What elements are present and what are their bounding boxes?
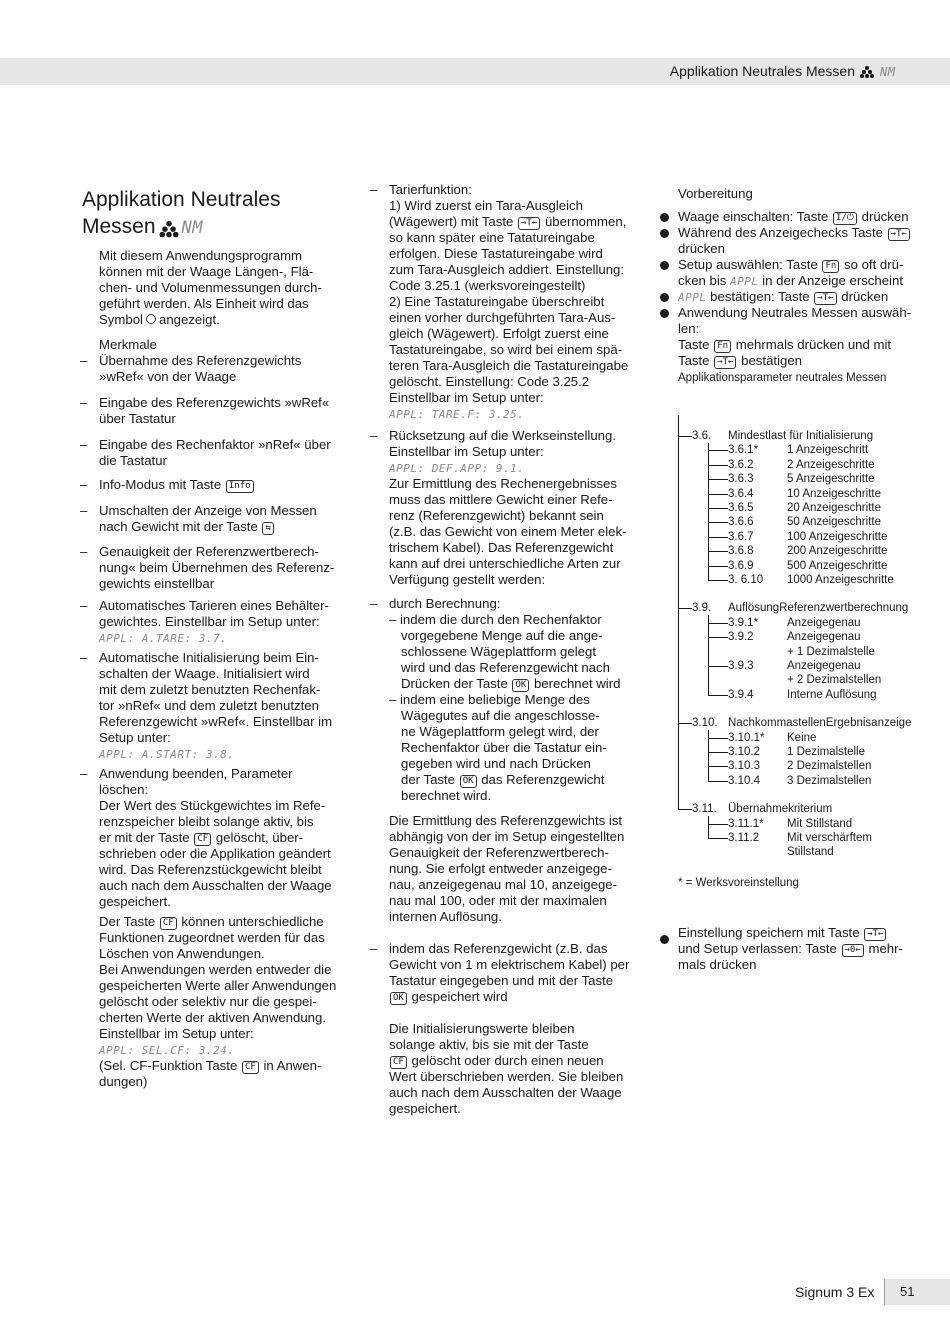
tree-connector [708, 580, 728, 581]
feature-item: mit dem zuletzt benutzten Rechenfak- [99, 682, 321, 697]
feature-item: tor »nRef« und dem zuletzt benutzten [99, 698, 319, 713]
text: Während des Anzeigechecks Taste [678, 225, 884, 240]
tree-item-code: 3.9.4 [728, 688, 754, 701]
accuracy-line: abhängig von der im Setup eingestellten [389, 829, 625, 844]
tree-item-label: 3 Dezimalstellen [787, 774, 872, 787]
tare-line [389, 214, 626, 230]
tree-item-label: 1000 Anzeigeschritte [787, 574, 894, 586]
zero-key-icon: →0← [842, 944, 864, 957]
cf-key-icon: CF [194, 833, 211, 846]
tare-key-icon: →T← [814, 292, 836, 305]
calc-line: vorgegebene Menge auf die ange- [401, 628, 603, 643]
params-heading: Applikationsparameter neutrales Messen [678, 372, 887, 384]
power-key-icon: I/⏻ [833, 212, 857, 225]
tree-connector [708, 537, 728, 538]
list-dash: – [80, 353, 88, 368]
feature-item: über Tastatur [99, 411, 176, 426]
accuracy-line: nau, anzeigegenau mal 10, anzeigege- [389, 877, 618, 892]
lcd-text: APPL: SEL.CF: 3.24. [99, 1044, 235, 1057]
tree-connector [708, 465, 728, 466]
tree-connector [708, 566, 728, 567]
step-line [678, 225, 911, 241]
input-line: indem das Referenzgewicht (z.B. das [389, 941, 608, 956]
nm-dots-icon [860, 66, 874, 77]
tare-line: zum Tara-Ausgleich addiert. Einstellung: [389, 262, 625, 277]
default-note: * = Werksvoreinstellung [678, 877, 799, 889]
list-dash: – [80, 766, 88, 781]
calc-line: – indem die durch den Rechenfaktor [389, 612, 602, 627]
tree-connector [708, 824, 728, 825]
bullet-icon [660, 935, 669, 944]
feature-item: auch nach dem Ausschalten der Waage [99, 878, 332, 893]
ok-key-icon: OK [512, 679, 529, 692]
feature-item: dungen) [99, 1074, 148, 1089]
bullet-icon [660, 213, 669, 222]
calc-line: ne Wägeplattform gelegt wird, der [401, 724, 599, 739]
tree-item-code: 3.10.4 [728, 774, 760, 787]
header-lcd: NM [880, 65, 896, 79]
tree-connector [708, 494, 728, 495]
title-line1: Applikation Neutrales [82, 188, 281, 211]
feature-item [99, 477, 255, 493]
tree-group-code: 3.6. [692, 430, 712, 442]
tare-line: gleich (Wägewert). Erfolgt zuerst eine [389, 326, 609, 341]
calc-line: schlossene Wägeplattform gelegt [401, 644, 596, 659]
text: Drücken der Taste [401, 676, 508, 691]
feature-item: schrieben oder die Applikation geändert [99, 846, 331, 861]
accuracy-line: nung. Sie erfolgt entweder anzeigege- [389, 861, 612, 876]
init-line: Wert überschrieben werden. Sie bleiben [389, 1069, 624, 1084]
init-line [389, 1053, 604, 1069]
title-line2: Messen [82, 215, 156, 238]
header-title: Applikation Neutrales Messen [669, 63, 855, 79]
tare-key-icon: →T← [888, 228, 910, 241]
tree-item-label: 5 Anzeigeschritte [787, 473, 875, 486]
tree-connector [708, 738, 728, 739]
calc-line: wird und das Referenzgewicht nach [401, 660, 610, 675]
tree-connector [708, 816, 709, 838]
section-heading: Vorbereitung [678, 186, 753, 201]
gear-icon [146, 314, 156, 324]
tree-item-code: 3.6.1* [728, 444, 759, 457]
tree-connector [708, 730, 709, 781]
toggle-key-icon: ⇆ [262, 522, 273, 535]
bullet-icon [660, 293, 669, 302]
tree-item-label: 500 Anzeigeschritte [787, 559, 888, 572]
text: Einstellung speichern mit Taste [678, 925, 860, 940]
input-line [389, 989, 508, 1005]
step-line [678, 925, 887, 941]
list-dash: – [370, 428, 378, 443]
tare-line: 2) Eine Tastatureingabe überschreibt [389, 294, 605, 309]
text: Taste [678, 337, 710, 352]
tree-connector [678, 809, 692, 810]
text: können unterschiedliche [181, 914, 324, 929]
step-line [678, 273, 903, 290]
text: Taste [678, 353, 710, 368]
tree-connector [678, 723, 692, 724]
calc-line [401, 676, 620, 692]
cf-key-icon: CF [390, 1056, 407, 1069]
tree-group-code: 3.11. [692, 803, 717, 816]
tree-group-code: 3.9. [692, 602, 712, 615]
tree-item-label: 200 Anzeigeschritte [787, 545, 888, 558]
text: das Referenzgewicht [481, 772, 605, 787]
tree-item-code: 3.6.7 [728, 530, 754, 543]
text: mehrmals drücken und mit [735, 337, 892, 352]
tree-connector [678, 608, 692, 609]
feature-item: löschen: [99, 782, 149, 797]
tree-connector [708, 522, 728, 523]
feature-item: »wRef« von der Waage [99, 369, 237, 384]
feature-item: Funktionen zugeordnet werden für das [99, 930, 325, 945]
feature-item [99, 1058, 321, 1074]
text: gelöscht oder durch einen neuen [411, 1053, 604, 1068]
tree-group-label: Übernahmekriterium [728, 803, 833, 816]
calc-line: – indem eine beliebige Menge des [389, 692, 590, 707]
feature-item [99, 830, 303, 846]
tree-item-label: 100 Anzeigeschritte [787, 530, 888, 543]
tree-connector [708, 450, 728, 451]
text: gespeichert wird [411, 989, 508, 1004]
feature-item [99, 914, 324, 930]
bullet-icon [660, 229, 669, 238]
tree-item-code: 3.10.3 [728, 760, 760, 773]
calc-line: gegeben wird und nach Drücken [401, 756, 591, 771]
text: Symbol [99, 312, 143, 327]
calc-line [401, 772, 604, 788]
text: der Taste [401, 772, 456, 787]
tree-item-label: Anzeigegenau [787, 660, 861, 672]
tare-line: teren Tara-Ausgleich die Tastatureingabe [389, 358, 629, 373]
tree-item-code: 3.6.6 [728, 516, 754, 529]
footer-separator [884, 1279, 885, 1305]
reset-line: renz (Referenzgewicht) bekannt sein [389, 508, 604, 523]
text: mehr- [868, 941, 903, 956]
list-dash: – [370, 596, 378, 611]
tree-connector [678, 415, 679, 810]
feature-item: Löschen von Anwendungen. [99, 946, 265, 961]
text: in Anwen- [263, 1058, 322, 1073]
feature-item: Anwendung beenden, Parameter [99, 766, 293, 781]
feature-item: die Tastatur [99, 453, 167, 468]
fn-key-icon: Fn [822, 260, 839, 273]
tree-group-label: AuflösungReferenzwertberechnung [728, 602, 909, 615]
footer-page-bar [884, 1279, 950, 1305]
feature-item: Der Wert des Stückgewichtes im Refe- [99, 798, 326, 813]
step-line [678, 289, 888, 306]
feature-item: cherten Werte der aktiven Anwendung. [99, 1010, 327, 1025]
text: und Setup verlassen: Taste [678, 941, 837, 956]
tree-connector [708, 443, 709, 580]
tree-item-label: Mit Stillstand [787, 817, 853, 830]
step-line [678, 337, 891, 353]
tree-item-label: 50 Anzeigeschritte [787, 516, 881, 529]
lcd-text: APPL: TARE.F: 3.25. [389, 408, 525, 421]
reset-line: (z.B. das Gewicht von einem Meter elek- [389, 524, 627, 539]
tree-connector [708, 615, 709, 694]
list-dash: – [80, 598, 88, 613]
tree-item-code: 3.9.1* [728, 616, 759, 629]
lcd-text: APPL: A.TARE: 3.7. [99, 632, 228, 645]
text: Info-Modus mit Taste [99, 477, 222, 492]
text: Waage einschalten: Taste [678, 209, 829, 224]
feature-item: gespeichert. [99, 894, 171, 909]
feature-item: gespeicherten Werte aller Anwendungen [99, 978, 337, 993]
tree-item-code: 3.6.9 [728, 559, 754, 572]
text: so oft drü- [843, 257, 904, 272]
text: gelöscht, über- [215, 830, 304, 845]
step-line [678, 209, 909, 225]
calc-line: berechnet wird. [401, 788, 492, 803]
tree-item-label: 1 Dezimalstelle [787, 746, 865, 758]
feature-item: Übernahme des Referenzgewichts [99, 353, 302, 368]
cf-key-icon: CF [242, 1061, 259, 1074]
init-line: gespeichert. [389, 1101, 461, 1116]
info-key-icon: Info [226, 480, 254, 493]
text: bestätigen [741, 353, 802, 368]
feature-item: schalten der Waage. Initialisiert wird [99, 666, 310, 681]
tree-connector [708, 695, 728, 696]
page-number: 51 [900, 1284, 915, 1299]
feature-item [99, 519, 275, 535]
feature-item: gelöscht oder selektiv nur die gespei- [99, 994, 317, 1009]
feature-item: Eingabe des Referenzgewichts »wRef« [99, 395, 330, 410]
tare-line: Code 3.25.1 (werksvoreingestellt) [389, 278, 586, 293]
tree-item-label: 20 Anzeigeschritte [787, 502, 881, 514]
ok-key-icon: OK [390, 992, 407, 1005]
tree-connector [708, 766, 728, 767]
tare-line: 1) Wird zuerst ein Tara-Ausgleich [389, 198, 583, 213]
footer-product: Signum 3 Ex [795, 1284, 875, 1300]
feature-item: renzspeicher bleibt solange aktiv, bis [99, 814, 314, 829]
text: drücken [861, 209, 909, 224]
setup-path [389, 460, 524, 477]
input-line: Tastatur eingegeben und mit der Taste [389, 973, 614, 988]
tree-item-label: Mit verschärftem [787, 832, 872, 844]
lcd-text: APPL [730, 275, 759, 288]
tree-item-label: 1 Anzeigeschritt [787, 444, 869, 457]
tree-item-label: Keine [787, 731, 817, 744]
tare-key-icon: →T← [518, 217, 540, 230]
reset-line: muss das mittlere Gewicht einer Refe- [389, 492, 613, 507]
feature-item: Automatisches Tarieren eines Behälter- [99, 598, 329, 613]
bullet-icon [660, 261, 669, 270]
list-dash: – [80, 544, 88, 559]
bullet-icon [660, 309, 669, 318]
tree-item-label: 2 Anzeigeschritte [787, 458, 875, 471]
step-line: drücken [678, 241, 725, 256]
tree-item-code: 3.9.2 [728, 631, 754, 644]
tare-line: Einstellbar im Setup unter: [389, 390, 544, 405]
tree-group-label: Mindestlast für Initialisierung [728, 430, 874, 442]
lcd-text: APPL: A.START: 3.8. [99, 748, 235, 761]
lcd-text: APPL [678, 291, 707, 304]
feature-item: gewichts einstellbar [99, 576, 215, 591]
tree-item-code: 3.11.2 [728, 832, 760, 844]
step-line [678, 257, 903, 273]
tree-item-code: 3.6.8 [728, 545, 754, 558]
tree-item-label: Anzeigegenau [787, 631, 861, 644]
tree-connector [708, 666, 728, 667]
reset-line: Rücksetzung auf die Werkseinstellung. [389, 428, 616, 443]
tree-group-label: NachkommastellenErgebnisanzeige [728, 717, 912, 730]
init-line: solange aktiv, bis sie mit der Taste [389, 1037, 589, 1052]
ok-key-icon: OK [460, 775, 477, 788]
feature-item: Einstellbar im Setup unter: [99, 1026, 254, 1041]
tree-item-code: 3.10.1* [728, 731, 765, 744]
tree-item-code: 3.9.3 [728, 660, 754, 672]
tare-line: erfolgen. Diese Tastatureingabe wird [389, 246, 603, 261]
intro-line: können mit der Waage Längen-, Flä- [99, 264, 314, 279]
tree-item-label: Anzeigegenau [787, 616, 861, 629]
feature-item: nung« beim Übernehmen des Referenz- [99, 560, 335, 575]
section-heading: Merkmale [99, 337, 157, 352]
tree-item-code: 3.6.2 [728, 458, 754, 471]
init-line: Die Initialisierungswerte bleiben [389, 1021, 575, 1036]
feature-item: wird. Das Referenzstückgewicht bleibt [99, 862, 322, 877]
tree-item-label: 2 Dezimalstellen [787, 760, 872, 773]
text: in der Anzeige erscheint [762, 273, 903, 288]
list-dash: – [80, 503, 88, 518]
title-lcd: NM [181, 218, 204, 238]
page-title [82, 186, 342, 242]
tree-item-extra: Stillstand [787, 846, 834, 859]
list-dash: – [80, 437, 88, 452]
feature-item: Genauigkeit der Referenzwertberech- [99, 544, 319, 559]
tree-connector [708, 838, 728, 839]
accuracy-line: Genauigkeit der Referenzwertberech- [389, 845, 609, 860]
list-dash: – [80, 477, 88, 492]
list-dash: – [370, 941, 378, 956]
list-dash: – [370, 182, 378, 197]
intro-line: Mit diesem Anwendungsprogramm [99, 248, 303, 263]
reset-line: kann auf drei unterschiedliche Arten zur [389, 556, 621, 571]
text: Setup auswählen: Taste [678, 257, 818, 272]
tree-item-code: 3.6.3 [728, 473, 754, 486]
feature-item: Setup unter: [99, 730, 171, 745]
tree-connector [708, 508, 728, 509]
feature-item: Bei Anwendungen werden entweder die [99, 962, 332, 977]
intro-line: chen- und Volumenmessungen durch- [99, 280, 322, 295]
text: Der Taste [99, 914, 156, 929]
tree-group-code: 3.10. [692, 717, 718, 730]
tree-connector [708, 623, 728, 624]
tree-connector [708, 551, 728, 552]
tree-item-label: Interne Auflösung [787, 688, 877, 701]
tree-item-code: 3.11.1* [728, 817, 764, 830]
feature-item: Eingabe des Rechenfaktor »nRef« über [99, 437, 331, 452]
tree-item-code: 3.6.4 [728, 487, 754, 500]
tree-connector [678, 436, 692, 437]
setup-path [99, 630, 227, 647]
intro-line: geführt werden. Als Einheit wird das [99, 296, 309, 311]
step-line: len: [678, 321, 700, 336]
reset-line: Einstellbar im Setup unter: [389, 444, 544, 459]
fn-key-icon: Fn [714, 340, 731, 353]
init-line: auch nach dem Ausschalten der Waage [389, 1085, 622, 1100]
tare-line: gelöscht. Einstellung: Code 3.25.2 [389, 374, 590, 389]
feature-item: Automatische Initialisierung beim Ein- [99, 650, 319, 665]
calc-line: durch Berechnung: [389, 596, 501, 611]
setup-path [99, 746, 234, 763]
text: drücken [841, 289, 889, 304]
tree-item-extra: + 2 Dezimalstellen [787, 674, 882, 687]
text: nach Gewicht mit der Taste [99, 519, 258, 534]
list-dash: – [80, 395, 88, 410]
tree-item-extra: + 1 Dezimalstelle [787, 645, 875, 658]
reset-line: trischem Kabel). Das Referenzgewicht [389, 540, 614, 555]
step-line [678, 941, 903, 957]
accuracy-line: Die Ermittlung des Referenzgewichts ist [389, 813, 623, 828]
text: er mit der Taste [99, 830, 190, 845]
step-line: Anwendung Neutrales Messen auswäh- [678, 305, 912, 320]
feature-item: gewichtes. Einstellbar im Setup unter: [99, 614, 320, 629]
text: angezeigt. [158, 312, 220, 327]
feature-item: Umschalten der Anzeige von Messen [99, 503, 317, 518]
text: bestätigen: Taste [710, 289, 810, 304]
setup-path [99, 1042, 234, 1059]
tare-line: so kann später eine Tatatureingabe [389, 230, 595, 245]
input-line: Gewicht von 1 m elektrischem Kabel) per [389, 957, 630, 972]
tare-key-icon: →T← [864, 928, 886, 941]
calc-line: Rechenfaktor über die Tastatur ein- [401, 740, 607, 755]
tare-line: Tastatureingabe, so wird bei einem spä- [389, 342, 623, 357]
tree-item-code: 3.10.2 [728, 746, 760, 758]
step-line [678, 353, 802, 369]
tare-key-icon: →T← [714, 356, 736, 369]
lcd-text: APPL: DEF.APP: 9.1. [389, 462, 525, 475]
tree-item-label: 10 Anzeigeschritte [787, 487, 881, 500]
text: (Sel. CF-Funktion Taste [99, 1058, 238, 1073]
feature-item: Referenzgewicht »wRef«. Einstellbar im [99, 714, 333, 729]
text: übernommen, [544, 214, 627, 229]
text: cken bis [678, 273, 727, 288]
tree-item-code: 3. 6.10 [728, 574, 764, 586]
reset-line: Verfügung gestellt werden: [389, 572, 546, 587]
accuracy-line: internen Auflösung. [389, 909, 502, 924]
text: berechnet wird [533, 676, 621, 691]
step-line: mals drücken [678, 957, 757, 972]
tree-item-code: 3.6.5 [728, 502, 754, 514]
reset-line: Zur Ermittlung des Rechenergebnisses [389, 476, 617, 491]
tare-line: Tarierfunktion: [389, 182, 472, 197]
tree-connector [708, 479, 728, 480]
calc-line: Wägegutes auf die angeschlosse- [401, 708, 600, 723]
tree-connector [708, 781, 728, 782]
accuracy-line: nau mal 100, oder mit der maximalen [389, 893, 607, 908]
tree-connector [708, 637, 728, 638]
cf-key-icon: CF [160, 917, 177, 930]
list-dash: – [80, 650, 88, 665]
tare-line: einen vorher durchgeführten Tara-Aus- [389, 310, 616, 325]
intro-line [99, 312, 220, 328]
text: (Wägewert) mit Taste [389, 214, 514, 229]
setup-path [389, 406, 524, 423]
nm-dots-icon [159, 221, 178, 236]
tree-connector [708, 752, 728, 753]
